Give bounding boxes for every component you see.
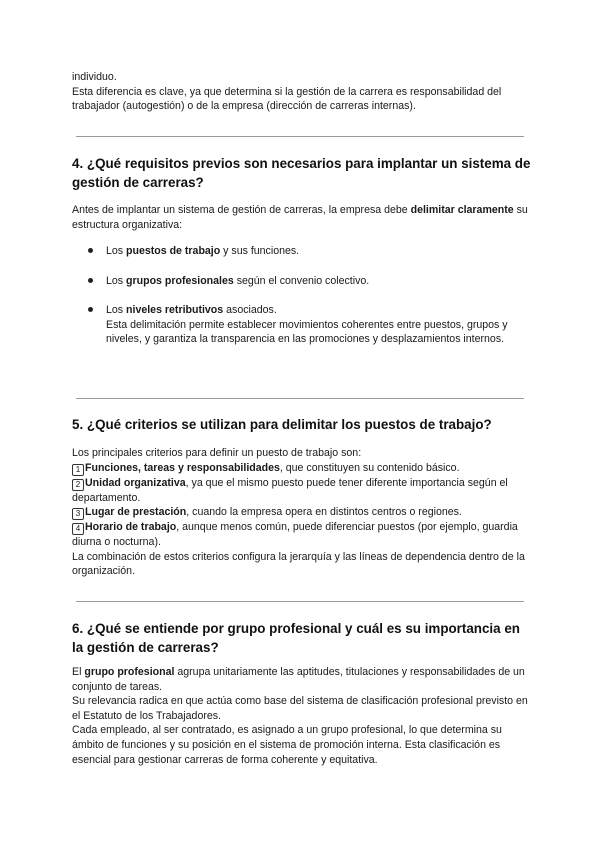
intro-text: Antes de implantar un sistema de gestión de carreras, la empresa debe xyxy=(72,204,411,216)
top-paragraph xyxy=(72,70,532,114)
top-line-2: Esta diferencia es clave, ya que determina si la gestión de la carrera es responsabilidad del trabajador (autogestión) o de la empresa (dirección de carreras internas). xyxy=(72,85,502,113)
criteria-text: , cuando la empresa opera en distintos centros o regiones. xyxy=(186,506,462,519)
section-4-heading: 4. ¿Qué requisitos previos son necesarios para implantar un sistema de gestión de carreras? xyxy=(72,156,531,190)
criteria-item xyxy=(72,476,532,506)
divider-3 xyxy=(76,601,524,602)
section-6-p3: Cada empleado, al ser contratado, es asignado a un grupo profesional, lo que determina su ámbito de funciones y su posición en el sistema de promoción interna. Esta clasificación es esencial para gestionar carreras de forma coherente y equitativa. xyxy=(72,724,502,766)
section-4-heading-wrap xyxy=(72,154,532,192)
number-2-icon: 2 xyxy=(72,479,84,491)
divider-1 xyxy=(76,136,524,137)
criteria-text: , ya que el mismo puesto puede tener diferente importancia según el departamento. xyxy=(72,476,508,504)
top-line-1: individuo. xyxy=(72,71,117,83)
number-4-icon: 4 xyxy=(72,523,84,535)
criteria-item xyxy=(72,505,532,520)
p1-bold: grupo profesional xyxy=(84,666,175,678)
criteria-item xyxy=(72,520,532,550)
bullet-icon xyxy=(88,248,93,253)
bullet-text-end: y sus funciones. xyxy=(220,245,300,257)
bullet-bold: niveles retributivos xyxy=(126,304,224,316)
criteria-bold: Horario de trabajo xyxy=(85,521,177,534)
p1-text: El xyxy=(72,666,85,678)
section-5-closing: La combinación de estos criterios configura la jerarquía y las líneas de dependencia dentro de la organización. xyxy=(72,550,525,578)
bullet-text: Los xyxy=(106,304,127,316)
criteria-text: , que constituyen su contenido básico. xyxy=(279,461,460,474)
number-1-icon: 1 xyxy=(72,464,84,476)
bullet-text: Los xyxy=(106,275,127,287)
section-4-intro xyxy=(72,203,532,232)
section-5-body xyxy=(72,446,532,579)
criteria-bold: Unidad organizativa xyxy=(85,476,186,489)
p1-text-end: agrupa unitariamente las aptitudes, titulaciones y responsabilidades de un conjunto de tareas. xyxy=(72,666,525,693)
bullet-note: Esta delimitación permite establecer movimientos coherentes entre puestos, grupos y niveles, y garantiza la transparencia en las promociones y desplazamientos internos. xyxy=(106,318,508,346)
intro-text-end: su estructura organizativa: xyxy=(72,204,528,231)
section-6-p1 xyxy=(72,665,532,694)
criteria-bold: Funciones, tareas y responsabilidades xyxy=(85,461,280,474)
bullet-text-end: según el convenio colectivo. xyxy=(233,275,370,287)
section-5-heading: 5. ¿Qué criterios se utilizan para delimitar los puestos de trabajo? xyxy=(72,417,492,432)
divider-2 xyxy=(76,398,524,399)
section-6-p2: Su relevancia radica en que actúa como base del sistema de clasificación profesional previsto en el Estatuto de los Trabajadores. xyxy=(72,695,528,722)
criteria-text: , aunque menos común, puede diferenciar puestos (por ejemplo, guardia diurna o nocturna). xyxy=(72,521,518,549)
intro-bold: delimitar claramente xyxy=(410,204,514,216)
section-5-heading-wrap xyxy=(72,415,532,434)
bullet-icon xyxy=(88,307,93,312)
criteria-bold: Lugar de prestación xyxy=(85,506,187,519)
section-5-intro: Los principales criterios para definir un puesto de trabajo son: xyxy=(72,447,362,459)
number-3-icon: 3 xyxy=(72,508,84,520)
section-6-body xyxy=(72,665,532,767)
criteria-item xyxy=(72,461,532,476)
bullet-icon xyxy=(88,278,93,283)
bullet-text: Los xyxy=(106,245,127,257)
section-6-heading-wrap xyxy=(72,619,532,657)
section-6-heading: 6. ¿Qué se entiende por grupo profesional y cuál es su importancia en la gestión de carreras? xyxy=(72,621,520,655)
bullet-bold: grupos profesionales xyxy=(126,275,234,287)
bullet-bold: puestos de trabajo xyxy=(126,245,221,257)
bullet-text-end: asociados. xyxy=(223,304,277,316)
